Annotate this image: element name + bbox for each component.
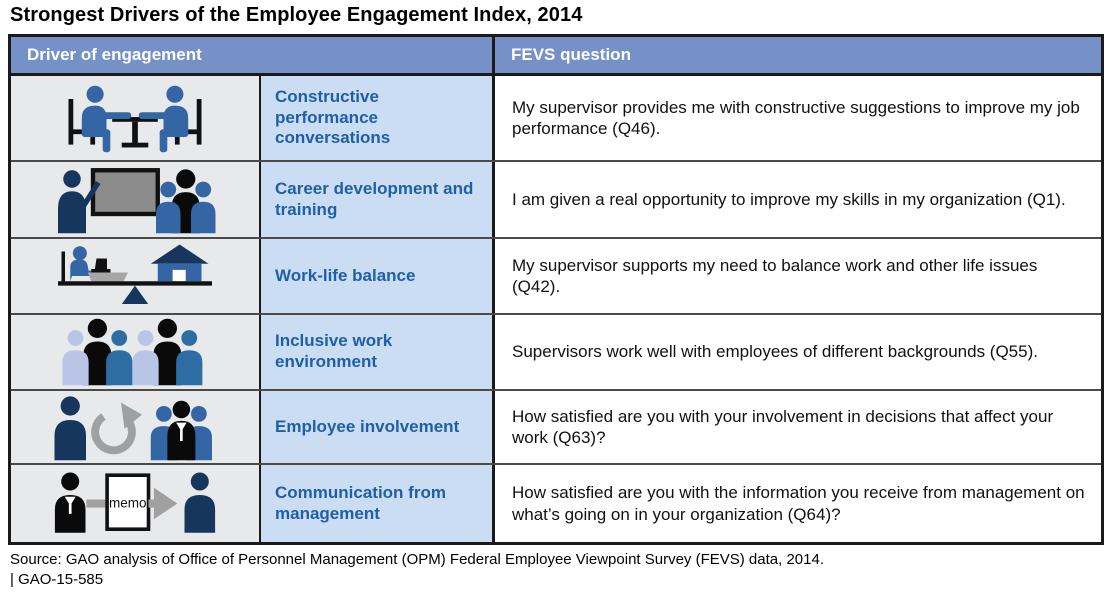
driver-label-text: Constructive performance conversations [275, 86, 391, 148]
table-row [11, 76, 1101, 162]
driver-label [261, 239, 495, 313]
driver-icon-cell [11, 465, 261, 542]
driver-label [261, 315, 495, 389]
driver-icon-cell [11, 162, 261, 237]
page-title: Strongest Drivers of the Employee Engagement Index, 2014 [10, 4, 583, 26]
fevs-question-cell [495, 239, 1101, 313]
fevs-question-cell [495, 76, 1101, 160]
figure-footer [10, 551, 1104, 588]
memo-communication-icon [27, 468, 243, 540]
driver-label [261, 465, 495, 542]
driver-label-text: Career development and training [275, 178, 474, 219]
driver-label [261, 391, 495, 463]
fevs-question-text: How satisfied are you with your involvement in decisions that affect your work (Q63)? [512, 406, 1054, 447]
header-driver-of-engagement: Driver of engagement [11, 37, 495, 73]
fevs-question-text: I am given a real opportunity to improve my skills in my organization (Q1). [512, 189, 1066, 209]
driver-label-text: Work-life balance [275, 265, 416, 285]
employee-involvement-icon [27, 392, 243, 462]
source-note: Source: GAO analysis of Office of Personnel Management (OPM) Federal Employee Viewpoint Survey (FEVS) data, 2014. [10, 551, 824, 568]
fevs-question-text: My supervisor provides me with constructive suggestions to improve my job performance (Q46). [512, 97, 1080, 138]
table-row [11, 465, 1101, 542]
table-row [11, 391, 1101, 465]
fevs-question-text: My supervisor supports my need to balance work and other life issues (Q42). [512, 255, 1038, 296]
engagement-drivers-table [8, 34, 1104, 545]
driver-label [261, 162, 495, 237]
driver-label-text: Communication from management [275, 482, 446, 523]
header-fevs-question: FEVS question [511, 45, 631, 64]
driver-icon-cell [11, 76, 261, 160]
table-row [11, 315, 1101, 391]
fevs-question-cell [495, 465, 1101, 542]
driver-label [261, 76, 495, 160]
table-row [11, 162, 1101, 239]
table-row [11, 239, 1101, 315]
driver-icon-cell [11, 315, 261, 389]
memo-label: memo [109, 495, 147, 511]
fevs-question-text: How satisfied are you with the information you receive from management on what’s going on in your organization (Q64)? [512, 483, 1085, 524]
fevs-question-cell [495, 162, 1101, 237]
conversation-icon [27, 80, 243, 156]
fevs-question-cell [495, 315, 1101, 389]
work-life-balance-icon [27, 241, 243, 311]
fevs-question-cell [495, 391, 1101, 463]
table-header-row [11, 37, 1101, 76]
training-icon [27, 165, 243, 235]
driver-label-text: Inclusive work environment [275, 331, 393, 371]
driver-label-text: Employee involvement [275, 416, 460, 436]
inclusive-group-icon [27, 317, 243, 387]
report-id: | GAO-15-585 [10, 571, 104, 588]
driver-icon-cell [11, 391, 261, 463]
driver-icon-cell [11, 239, 261, 313]
fevs-question-text: Supervisors work well with employees of different backgrounds (Q55). [512, 342, 1038, 362]
